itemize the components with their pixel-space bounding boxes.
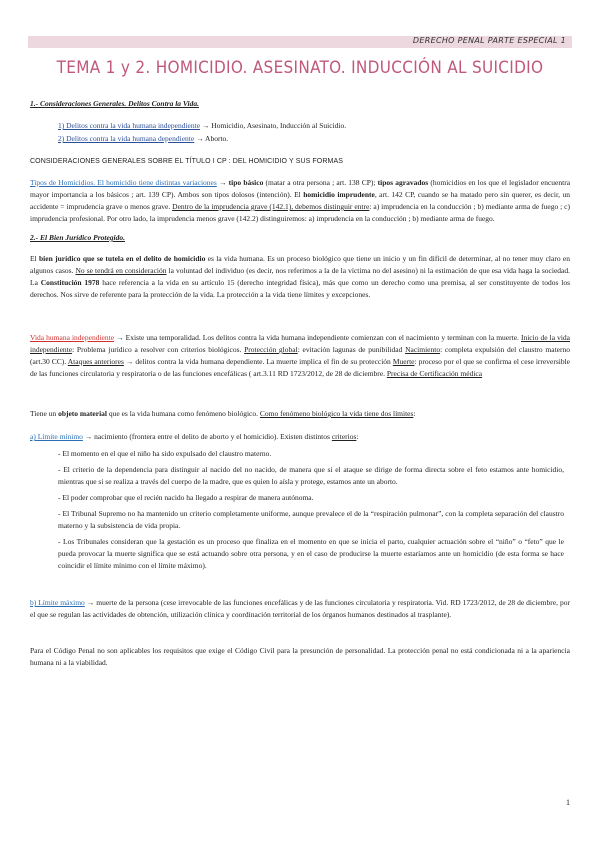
list-item-2: 2) Delitos contra la vida humana dependiente → Aborto. (58, 134, 229, 143)
list-item: - Los Tribunales consideran que la gestación es un proceso que finaliza en el momento en que se inicia el parto, cualquier actuación sobre el “niño” o “feto” que le pueda provocar la muerte significa que se está actuando sobre otra persona, y en el caso de producirse la muerte estaríamos ante un homicidio (de esta forma se hace coincidir el límite mínimo con el límite máximo). (58, 537, 564, 570)
list-item: - El criterio de la dependencia para distinguir al nacido del no nacido, de manera que si el ataque se dirige de forma directa sobre el feto estamos ante homicidio, mientras que si se realiza a través del cuerpo de la madre, que es quien lo aísla y protege, estamos ante un aborto. (58, 465, 564, 486)
paragraph-vida-independiente: Vida humana independiente → Existe una temporalidad. Los delitos contra la vida humana independiente comienzan con el nacimiento y terminan con la muerte. Inicio de la vida independiente: Problema jurídico a resolver con criterios biológicos. Protección global: evitación lagunas de punibilidad Nacimiento: completa expulsión del claustro materno (art.30 CC). Ataques anteriores → delitos contra la vida humana dependiente. La muerte implica el fin de su protección Muerte: proceso por el que se confirma el cese irreversible de las funciones circulatoria y respiratoria o de las funciones encefálicas ( art.3.11 RD 1723/2012, de 28 de diciembre. Precisa de Certificación médica (30, 333, 570, 378)
link-limite-maximo[interactable]: b) Límite máximo (30, 598, 85, 607)
paragraph-tipos-homicidio: Tipos de Homicidios. El homicidio tiene distintas variaciones → tipo básico (matar a otra persona ; art. 138 CP); tipos agravados (homicidios en los que el legislador encuentra mayor importancia a los básicos ; art. 139 CP). Ambos son tipos dolosos (intención). El homicidio imprudente, art. 142 CP, cuando se ha matado pero sin querer, es decir, un accidente = imprudencia grave o menos grave. Dentro de la imprudencia grave (142.1), debemos distinguir entre: a) imprudencia en la conducción ; b) mediante arma de fuego ; c) imprudencia profesional. Por otro lado, la imprudencia menos grave (142.2) distinguiremos: a) imprudencia en la conducción ; b) mediante arma de fuego. (30, 178, 571, 223)
list-item: - El Tribunal Supremo no ha mantenido un criterio completamente uniforme, aunque prevalece el de la “respiración pulmonar”, con la completa separación del claustro materno y la subsistencia de vida propia. (58, 509, 564, 530)
section-heading-1: 1.- Consideraciones Generales. Delitos Contra la Vida. (30, 99, 199, 108)
paragraph-codigo-penal: Para el Código Penal no son aplicables los requisitos que exige el Código Civil para la presunción de personalidad. La protección penal no está condicionada ni a la apariencia humana ni a la viabilidad. (30, 646, 570, 667)
running-header-band (28, 36, 572, 48)
bullet-list (58, 448, 564, 572)
link-vida-dependiente[interactable]: 2) Delitos contra la vida humana dependiente (58, 134, 195, 143)
section-heading-2: 2.- El Bien Jurídico Protegido. (30, 233, 126, 242)
running-header-title: DERECHO PENAL PARTE ESPECIAL 1 (412, 36, 566, 45)
caps-heading: CONSIDERACIONES GENERALES SOBRE EL TÍTULO I CP : DEL HOMICIDIO Y SUS FORMAS (30, 158, 343, 165)
list-item: - El poder comprobar que el recién nacido ha llegado a respirar de manera autónoma. (58, 493, 314, 502)
link-limite-minimo[interactable]: a) Límite mínimo (30, 432, 83, 441)
paragraph-bien-juridico: El bien jurídico que se tutela en el delito de homicidio es la vida humana. Es un proceso biológico que tiene un inicio y un fin difícil de determinar, al no tener muy claro en algunos casos. No se tendrá en consideración la voluntad del individuo (es decir, nos referimos a la de la víctima no del asesino) ni la estimación de que esa vida haga la sociedad. La Constitución 1978 hace referencia a la vida en su artículo 15 (derecho integridad física), más que como un derecho como una premisa, al ser constituyente de todos los derechos. Nos sirve de referente para la protección de la vida. La protección a la vida tiene límites y excepciones. (30, 254, 570, 299)
document-title: TEMA 1 y 2. HOMICIDIO. ASESINATO. INDUCCIÓN AL SUICIDIO (56, 58, 544, 78)
paragraph-limite-minimo: a) Límite mínimo → nacimiento (frontera entre el delito de aborto y el homicidio). Existen distintos criterios: (30, 432, 359, 441)
link-vida-independiente[interactable]: 1) Delitos contra la vida humana independiente (58, 121, 201, 130)
page-number: 1 (566, 798, 570, 807)
link-vida-humana-independiente[interactable]: Vida humana independiente (30, 333, 115, 342)
list-item: - El momento en el que el niño ha sido expulsado del claustro materno. (58, 449, 272, 458)
paragraph-objeto-material: Tiene un objeto material que es la vida humana como fenómeno biológico. Como fenómeno biológico la vida tiene dos límites: (30, 409, 416, 418)
list-item-1: 1) Delitos contra la vida humana independiente → Homicidio, Asesinato, Inducción al Suicidio. (58, 121, 347, 130)
paragraph-limite-maximo: b) Límite máximo → muerte de la persona (cese irrevocable de las funciones encefálicas y de las funciones circulatoria y respiratoria. Vid. RD 1723/2012, de 28 de diciembre, por el que se regulan las actividades de obtención, utilización clínica y coordinación territorial de los órganos humanos destinados al trasplante). (30, 598, 570, 619)
link-tipos-homicidios[interactable]: Tipos de Homicidios. El homicidio tiene distintas variaciones (30, 178, 217, 187)
